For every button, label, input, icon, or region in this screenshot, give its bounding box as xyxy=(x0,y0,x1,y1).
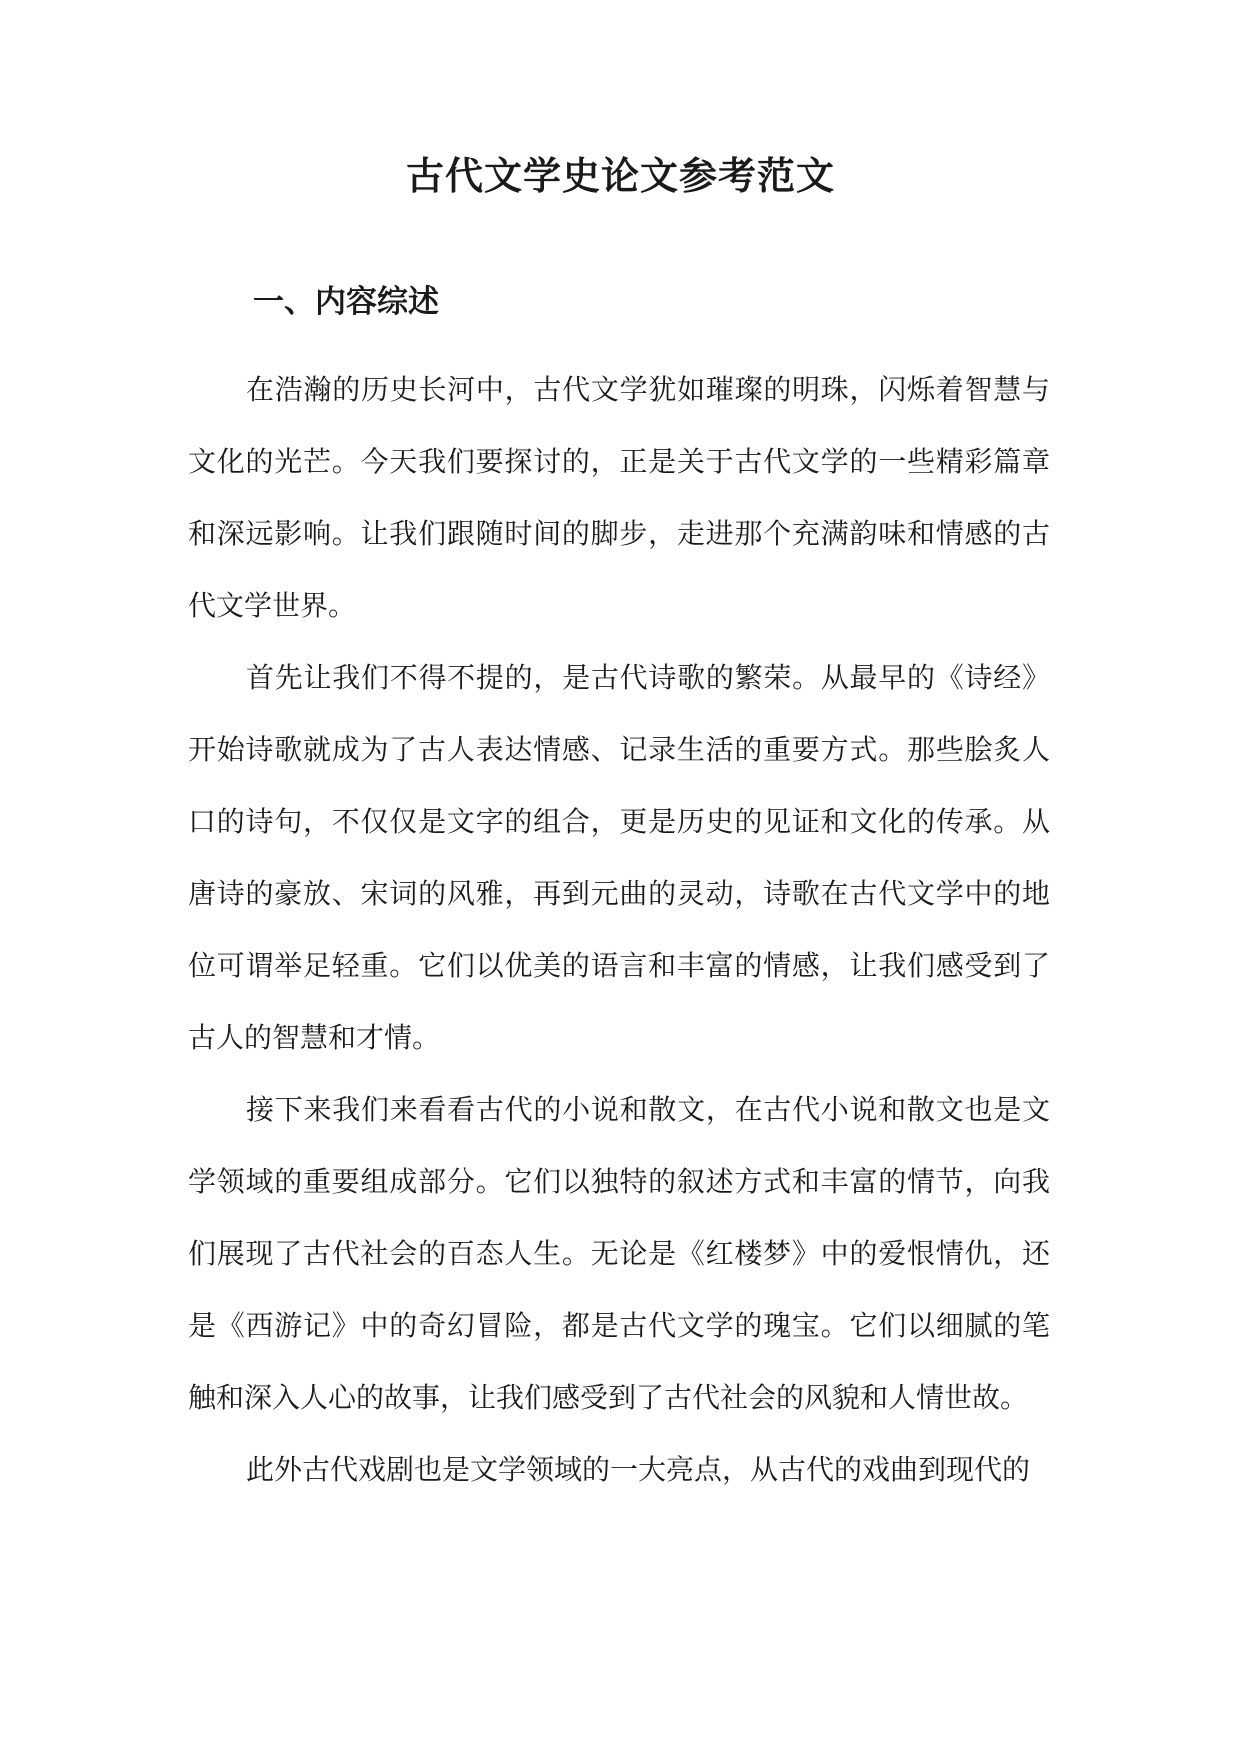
section-heading: 一、内容综述 xyxy=(253,284,439,320)
body-paragraph: 接下来我们来看看古代的小说和散文，在古代小说和散文也是文学领域的重要组成部分。它们以独特的叙述方式和丰富的情节，向我们展现了古代社会的百态人生。无论是《红楼梦》中的爱恨情仇，还是《西游记》中的奇幻冒险，都是古代文学的瑰宝。它们以细腻的笔触和深入人心的故事，让我们感受到了古代社会的风貌和人情世故。 xyxy=(188,1093,1050,1414)
body-paragraph: 此外古代戏剧也是文学领域的一大亮点，从古代的戏曲到现代的 xyxy=(246,1453,1031,1486)
document-title: 古代文学史论文参考范文 xyxy=(405,153,835,198)
body-paragraph: 首先让我们不得不提的，是古代诗歌的繁荣。从最早的《诗经》开始诗歌就成为了古人表达情感、记录生活的重要方式。那些脍炙人口的诗句，不仅仅是文字的组合，更是历史的见证和文化的传承。从唐诗的豪放、宋词的风雅，再到元曲的灵动，诗歌在古代文学中的地位可谓举足轻重。它们以优美的语言和丰富的情感，让我们感受到了古人的智慧和才情。 xyxy=(188,661,1050,1054)
body-paragraph: 在浩瀚的历史长河中，古代文学犹如璀璨的明珠，闪烁着智慧与文化的光芒。今天我们要探讨的，正是关于古代文学的一些精彩篇章和深远影响。让我们跟随时间的脚步，走进那个充满韵味和情感的古代文学世界。 xyxy=(188,373,1050,622)
